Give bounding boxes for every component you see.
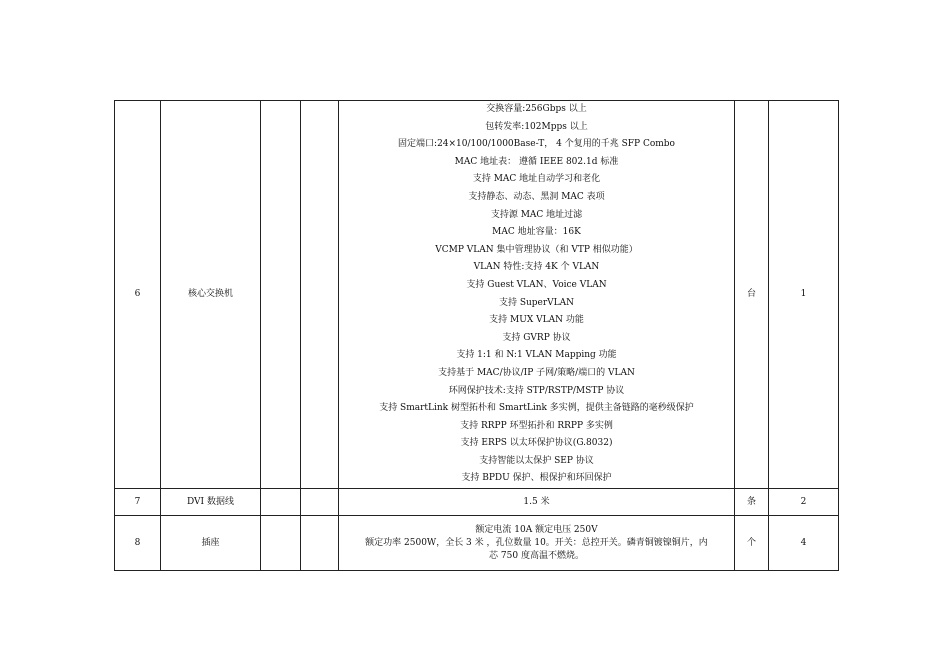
- spec-line: 支持 MUX VLAN 功能: [489, 315, 584, 326]
- row-number: 8: [115, 516, 161, 571]
- spec-line: 支持源 MAC 地址过滤: [490, 209, 583, 220]
- spec-line: 固定端口:24×10/100/1000Base-T， 4 个复用的千兆 SFP Combo: [398, 139, 675, 150]
- row-number: 7: [115, 489, 161, 516]
- spec-line: 支持 Guest VLAN、Voice VLAN: [466, 279, 607, 290]
- spec-line: 额定功率 2500W，全长 3 米 ，孔位数量 10。开关：总控开关。磷青铜镀镍铜片，内: [365, 537, 708, 548]
- spec-line: 支持 MAC 地址自动学习和老化: [472, 174, 601, 185]
- spec-line: VLAN 特性:支持 4K 个 VLAN: [473, 262, 600, 273]
- unit-cell: 条: [735, 489, 769, 516]
- spec-line: 支持基于 MAC/协议/IP 子网/策略/端口的 VLAN: [438, 367, 635, 378]
- spec-line: 包转发率:102Mpps 以上: [485, 121, 588, 132]
- blank-cell: [301, 489, 339, 516]
- table-row-6: [115, 101, 839, 489]
- spec-line: 芯 750 度高温不燃烧。: [489, 550, 584, 561]
- item-name: 插座: [161, 516, 261, 571]
- spec-line: 额定电流 10A 额定电压 250V: [475, 524, 598, 535]
- item-name: DVI 数据线: [161, 489, 261, 516]
- spec-line: VCMP VLAN 集中管理协议（和 VTP 相似功能）: [435, 244, 638, 255]
- spec-line: 支持静态、动态、黑洞 MAC 表项: [468, 191, 605, 202]
- spec-line: 支持 SuperVLAN: [498, 297, 575, 308]
- spec-line: 支持 SmartLink 树型拓朴和 SmartLink 多实例，提供主备链路的毫秒级保护: [379, 403, 694, 414]
- spec-line: 支持 GVRP 协议: [502, 332, 571, 343]
- quantity-cell: 1: [769, 101, 839, 489]
- spec-line: 支持智能以太保护 SEP 协议: [479, 455, 594, 466]
- blank-cell: [261, 516, 301, 571]
- quantity-cell: 2: [769, 489, 839, 516]
- item-name: 核心交换机: [161, 101, 261, 489]
- spec-line: 支持 1:1 和 N:1 VLAN Mapping 功能: [456, 350, 617, 361]
- quantity-cell: 4: [769, 516, 839, 571]
- unit-cell: 个: [735, 516, 769, 571]
- table-row-8: [115, 516, 839, 571]
- spec-line: 交换容量:256Gbps 以上: [486, 104, 587, 114]
- spec-cell: [339, 516, 735, 571]
- blank-cell: [301, 101, 339, 489]
- blank-cell: [261, 489, 301, 516]
- spec-line: MAC 地址表： 遵循 IEEE 802.1d 标准: [454, 156, 619, 167]
- spec-cell: 1.5 米: [339, 489, 735, 516]
- spec-line: 支持 ERPS 以太环保护协议(G.8032): [460, 438, 613, 449]
- equipment-spec-table: [114, 100, 839, 571]
- spec-line: MAC 地址容量：16K: [492, 227, 581, 238]
- spec-line: 支持 BPDU 保护、根保护和环回保护: [461, 473, 612, 484]
- row-number: 6: [115, 101, 161, 489]
- spec-line: 支持 RRPP 环型拓扑和 RRPP 多实例: [460, 420, 613, 431]
- blank-cell: [261, 101, 301, 489]
- spec-cell: [339, 101, 735, 489]
- spec-line: 环网保护技术:支持 STP/RSTP/MSTP 协议: [448, 385, 625, 396]
- blank-cell: [301, 516, 339, 571]
- unit-cell: 台: [735, 101, 769, 489]
- table-row-7: [115, 489, 839, 516]
